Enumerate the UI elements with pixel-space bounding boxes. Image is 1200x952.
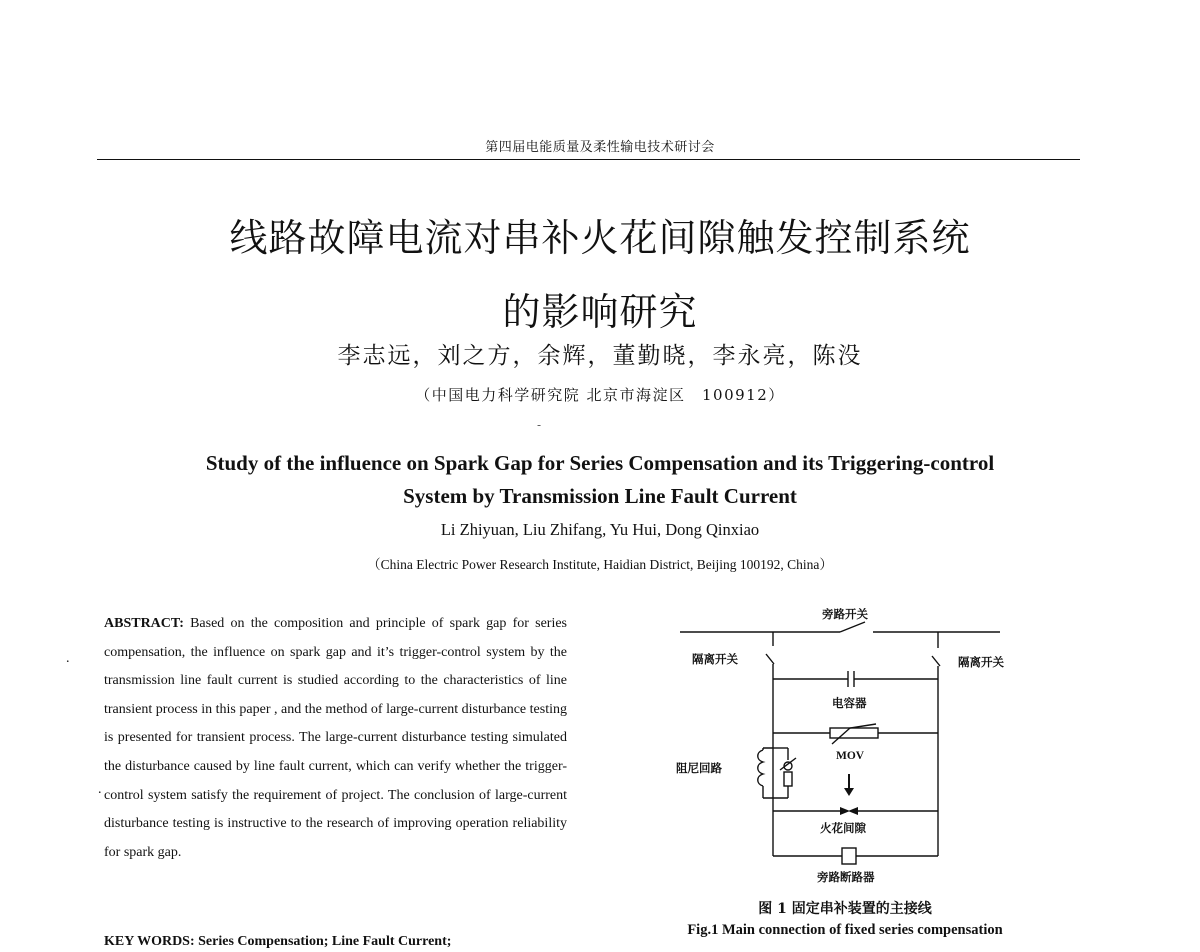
header-rule <box>97 159 1080 160</box>
figure-caption-cn: 图 1 固定串补装置的主接线 <box>758 901 932 917</box>
bypass-switch-blade <box>840 622 865 632</box>
authors-cn: 李志远，刘之方，余辉，董勤晓，李永亮，陈没 <box>337 343 863 369</box>
figure-caption-en: Fig.1 Main connection of fixed series compensation <box>687 922 1003 938</box>
mov-arrow-head <box>844 788 854 796</box>
title-cn-line2: 的影响研究 <box>502 290 698 334</box>
title-en-line2: System by Transmission Line Fault Current <box>403 484 797 508</box>
abstract-label: ABSTRACT: <box>104 616 184 631</box>
title-en-line1: Study of the influence on Spark Gap for Series Compensation and its Triggering-control <box>205 451 995 475</box>
mov-slash <box>832 724 876 744</box>
affiliation-cn: （中国电力科学研究院 北京市海淀区 100912） <box>415 386 785 404</box>
label-capacitor: 电容器 <box>832 696 867 710</box>
gap-electrode-right <box>848 807 858 815</box>
abstract <box>104 610 567 867</box>
damping-inductor <box>758 750 763 786</box>
mov-arrow-shaft <box>848 774 850 788</box>
abstract-text: Based on the composition and principle of spark gap for series compensation, the influence on spark gap and it’s trigger-control system by the transmission line fault current is studied according to the characteristics of line transient process in this paper , and the method of large-current disturbance testing is presented for transient process. The large-current disturbance testing simulated the disturbance caused by line fault current, which can verify whether the trigger-control system satisfy the requirement of project. The conclusion of large-current disturbance testing is instructive to the research of improving operation reliability for spark gap. <box>104 616 567 860</box>
breaker-body <box>842 848 856 864</box>
isolator-left-blade <box>766 654 774 664</box>
label-spark-gap: 火花间隙 <box>820 821 866 835</box>
stray-mark: - <box>537 418 542 432</box>
label-bypass-breaker: 旁路断路器 <box>817 870 875 884</box>
running-header: 第四届电能质量及柔性输电技术研讨会 <box>485 140 715 155</box>
authors-en: Li Zhiyuan, Liu Zhifang, Yu Hui, Dong Qinxiao <box>440 520 760 539</box>
circuit-diagram <box>660 598 1040 898</box>
label-isolator-left: 隔离开关 <box>692 652 738 666</box>
margin-dot: . <box>98 782 102 797</box>
label-mov: MOV <box>836 750 865 762</box>
title-cn-line1: 线路故障电流对串补火花间隙触发控制系统 <box>229 216 971 260</box>
isolator-right-blade <box>932 656 940 666</box>
damping-resistor <box>784 772 792 786</box>
affiliation-en: （China Electric Power Research Institute, Haidian District, Beijing 100192, China） <box>367 557 833 572</box>
label-isolator-right: 隔离开关 <box>958 655 1004 669</box>
label-damping-circuit: 阻尼回路 <box>676 761 722 775</box>
keywords-partial: KEY WORDS: Series Compensation; Line Fault Current; <box>104 934 452 949</box>
mov-body <box>830 728 878 738</box>
margin-dot: . <box>66 651 70 666</box>
figure-1 <box>660 598 1040 898</box>
label-bypass-switch: 旁路开关 <box>822 607 868 621</box>
